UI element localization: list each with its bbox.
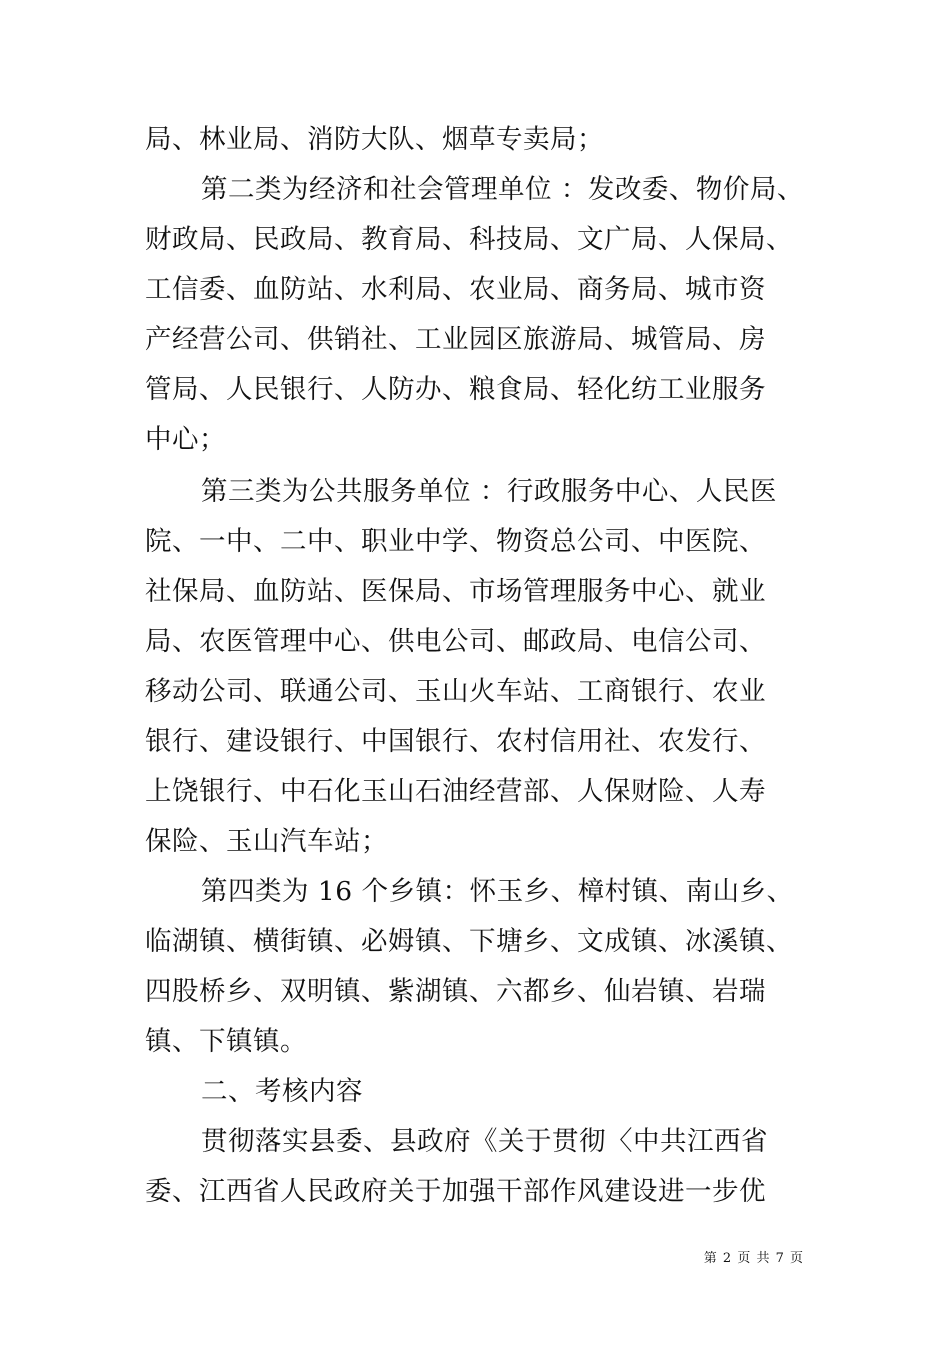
body-line: 产经营公司、供销社、工业园区旅游局、城管局、房	[145, 324, 766, 355]
paragraph-category-2: 第二类为经济和社会管理单位 ：发改委、物价局、	[201, 174, 804, 205]
body-line: 局、农医管理中心、供电公司、邮政局、电信公司、	[145, 626, 766, 657]
paragraph-category-4: 第四类为 16 个乡镇：怀玉乡、樟村镇、南山乡、	[201, 876, 794, 907]
body-line: 保险、玉山汽车站；	[145, 826, 388, 857]
body-line: 银行、建设银行、中国银行、农村信用社、农发行、	[145, 726, 766, 757]
body-line: 中心；	[145, 424, 226, 455]
body-line: 镇、下镇镇。	[145, 1026, 307, 1057]
body-line: 院、一中、二中、职业中学、物资总公司、中医院、	[145, 526, 766, 557]
body-line: 四股桥乡、双明镇、紫湖镇、六都乡、仙岩镇、岩瑞	[145, 976, 766, 1007]
body-line: 上饶银行、中石化玉山石油经营部、人保财险、人寿	[145, 776, 766, 807]
body-line: 委、江西省人民政府关于加强干部作风建设进一步优	[145, 1176, 766, 1207]
body-line: 财政局、民政局、教育局、科技局、文广局、人保局、	[145, 224, 793, 255]
body-line: 社保局、血防站、医保局、市场管理服务中心、就业	[145, 576, 766, 607]
paragraph-category-3: 第三类为公共服务单位 ：行政服务中心、人民医	[201, 476, 777, 507]
body-line: 工信委、血防站、水利局、农业局、商务局、城市资	[145, 274, 766, 305]
body-line: 临湖镇、横街镇、必姆镇、下塘乡、文成镇、冰溪镇、	[145, 926, 793, 957]
section-heading: 二、考核内容	[201, 1076, 363, 1107]
body-line: 移动公司、联通公司、玉山火车站、工商银行、农业	[145, 676, 766, 707]
paragraph-assessment: 贯彻落实县委、县政府《关于贯彻〈中共江西省	[201, 1126, 768, 1157]
page-number: 第 2 页 共 7 页	[703, 1251, 804, 1266]
body-line: 管局、人民银行、人防办、粮食局、轻化纺工业服务	[145, 374, 766, 405]
body-line: 局、林业局、消防大队、烟草专卖局；	[145, 124, 604, 155]
